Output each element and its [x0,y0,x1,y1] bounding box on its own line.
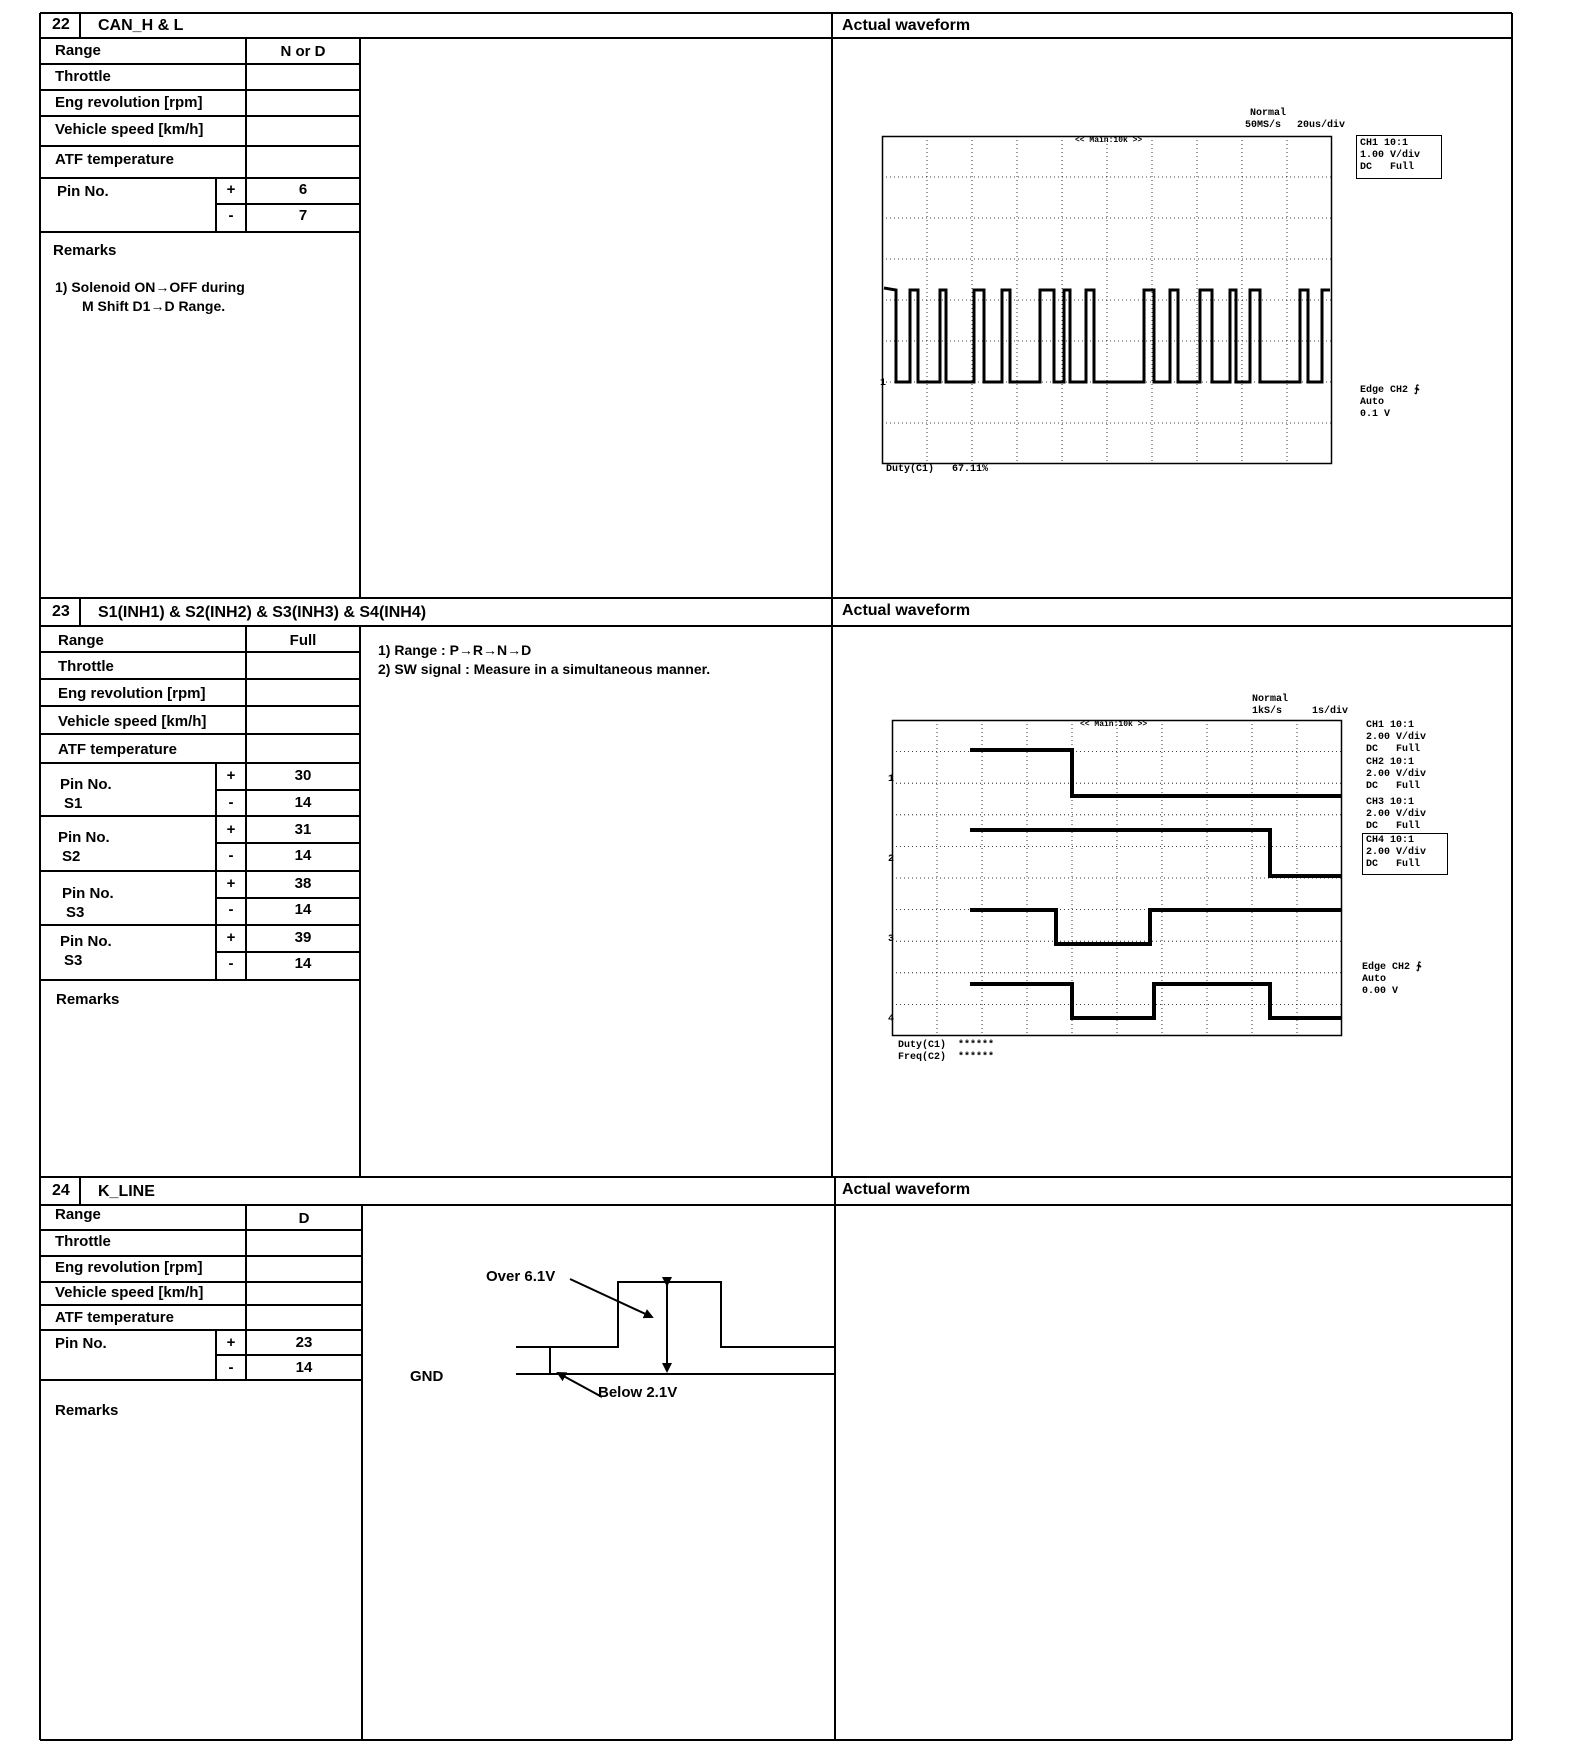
row-label-throttle: Throttle [58,658,114,675]
pin-plus-sign: + [226,181,236,198]
pin-plus-sign: + [226,875,236,892]
section-number: 23 [52,603,70,620]
channel-info-line: DC Full [1366,859,1421,870]
high-arrow [570,1279,652,1317]
pin-plus-value: 23 [295,1334,313,1351]
channel-marker-2: 2 [888,854,895,865]
row-label-eng-revolution: Eng revolution [rpm] [55,1259,203,1276]
channel-info-line: CH2 10:1 [1366,757,1415,768]
row-label-vehicle-speed: Vehicle speed [km/h] [55,1284,204,1301]
channel-info-line: CH4 10:1 [1366,835,1415,846]
kline-signal [516,1282,835,1347]
gnd-label: GND [410,1368,444,1385]
remarks-label: Remarks [53,242,117,259]
pin-minus-sign: - [228,1359,234,1376]
row-value-range: Full [289,632,317,649]
scope-timebase: 1s/div [1312,706,1349,717]
pin-label: Pin No. [55,1335,107,1352]
row-label-range: Range [58,632,104,649]
channel-info-line: DC Full [1366,821,1421,832]
trigger-info-1: Edge CH2 ∱ [1362,962,1422,973]
row-label-atf-temperature: ATF temperature [58,741,177,758]
low-voltage-label: Below 2.1V [598,1384,678,1401]
section-title: K_LINE [98,1183,155,1200]
remark-line-1: 1) Solenoid ON→OFF during [55,279,245,295]
trigger-info-3: 0.00 V [1362,986,1399,997]
section-title: S1(INH1) & S2(INH2) & S3(INH3) & S4(INH4) [98,604,427,621]
channel-info-2: 1.00 V/div [1360,150,1421,161]
scope-rate: 1kS/s [1252,706,1283,717]
remark-line-2: M Shift D1→D Range. [82,298,226,314]
pin-label: Pin No. [62,885,114,902]
row-label-range: Range [55,42,101,59]
row-label-vehicle-speed: Vehicle speed [km/h] [58,713,207,730]
channel-marker-1: 1 [888,774,895,785]
pin-plus-sign: + [226,767,236,784]
pin-sub: S3 [64,952,83,969]
high-voltage-label: Over 6.1V [486,1268,556,1285]
pin-minus-value: 14 [295,1359,313,1376]
row-label-throttle: Throttle [55,68,111,85]
row-label-atf-temperature: ATF temperature [55,151,174,168]
pin-label: Pin No. [60,933,112,950]
section-title: CAN_H & L [98,17,184,34]
pin-plus-value: 6 [298,181,308,198]
row-label-vehicle-speed: Vehicle speed [km/h] [55,121,204,138]
pin-sub: S3 [66,904,85,921]
channel-info-line: DC Full [1366,744,1421,755]
remarks-label: Remarks [55,1402,119,1419]
pin-minus-value: 14 [294,847,312,864]
pin-minus-sign: - [228,955,234,972]
scope-timebase: 20us/div [1297,120,1346,131]
channel-marker-3: 3 [888,934,895,945]
channel-info-line: CH1 10:1 [1366,720,1415,731]
remarks-label: Remarks [56,991,120,1008]
freq-measure: Freq(C2) ****** [898,1052,995,1063]
channel-info-line: 2.00 V/div [1366,769,1427,780]
pin-plus-value: 31 [294,821,312,838]
low-arrow [558,1373,602,1397]
note-line-1: 1) Range : P→R→N→D [378,642,532,658]
channel-info-line: CH3 10:1 [1366,797,1415,808]
row-label-eng-revolution: Eng revolution [rpm] [55,94,203,111]
channel-info-line: 2.00 V/div [1366,847,1427,858]
scope-mode: Normal [1252,694,1289,705]
pin-minus-value: 14 [294,901,312,918]
pin-label: Pin No. [60,776,112,793]
duty-measure: Duty(C1) ****** [898,1040,995,1051]
scope-zoom-label: << Main:10k >> [1080,720,1148,729]
channel-info-line: DC Full [1366,781,1421,792]
row-label-eng-revolution: Eng revolution [rpm] [58,685,206,702]
row-label-atf-temperature: ATF temperature [55,1309,174,1326]
pin-plus-sign: + [226,1334,236,1351]
scope-rate: 50MS/s [1245,120,1282,131]
waveform-header: Actual waveform [842,1181,971,1198]
pin-minus-sign: - [228,207,234,224]
channel-info-3: DC Full [1360,162,1415,173]
pin-label: Pin No. [57,183,109,200]
pin-sub: S2 [62,848,81,865]
pin-minus-sign: - [228,847,234,864]
pin-plus-sign: + [226,821,236,838]
trigger-info-3: 0.1 V [1360,409,1391,420]
waveform-header: Actual waveform [842,602,971,619]
scope-zoom-label: << Main:10k >> [1075,136,1143,145]
row-value-range: N or D [280,43,326,60]
pin-plus-value: 30 [294,767,312,784]
trigger-info-2: Auto [1362,974,1387,985]
row-value-range: D [298,1210,310,1227]
pin-minus-sign: - [228,794,234,811]
pin-minus-value: 14 [294,955,312,972]
note-line-2: 2) SW signal : Measure in a simultaneous manner. [378,661,711,677]
channel-marker-4: 4 [888,1014,895,1025]
section-number: 22 [52,16,70,33]
channel-marker: 1 [880,378,887,389]
duty-measure: Duty(C1) 67.11% [886,464,989,475]
pin-plus-value: 38 [294,875,312,892]
scope-mode: Normal [1250,108,1287,119]
pin-minus-sign: - [228,901,234,918]
row-label-throttle: Throttle [55,1233,111,1250]
pin-label: Pin No. [58,829,110,846]
channel-info-line: 2.00 V/div [1366,732,1427,743]
trigger-info-2: Auto [1360,397,1385,408]
pin-plus-value: 39 [294,929,312,946]
pin-sub: S1 [64,795,83,812]
channel-info-line: 2.00 V/div [1366,809,1427,820]
pin-minus-value: 7 [298,207,308,224]
section-number: 24 [52,1182,70,1199]
trigger-info-1: Edge CH2 ∱ [1360,385,1420,396]
channel-info-1: CH1 10:1 [1360,138,1409,149]
waveform-header: Actual waveform [842,17,971,34]
pin-minus-value: 14 [294,794,312,811]
row-label-range: Range [55,1206,101,1223]
pin-plus-sign: + [226,929,236,946]
